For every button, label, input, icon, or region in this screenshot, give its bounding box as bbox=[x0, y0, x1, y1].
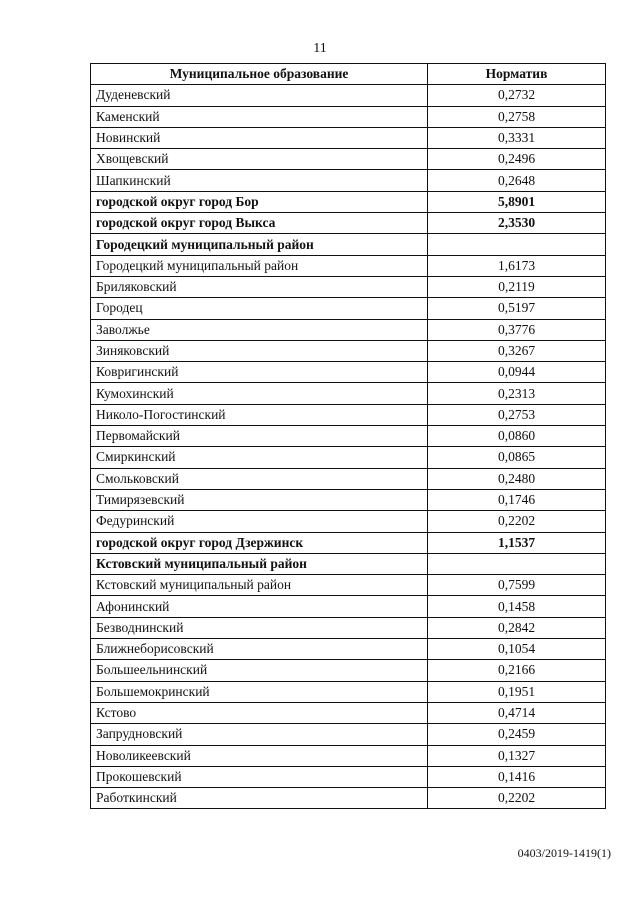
table-row bbox=[91, 149, 606, 170]
standard-value-cell: 0,5197 bbox=[428, 298, 606, 319]
standard-value-cell bbox=[428, 234, 606, 255]
municipality-name-cell: Новинский bbox=[91, 127, 428, 148]
standard-value-cell: 0,1746 bbox=[428, 489, 606, 510]
table-header-row bbox=[91, 64, 606, 85]
table-row bbox=[91, 255, 606, 276]
municipality-name-cell: Большеельнинский bbox=[91, 660, 428, 681]
standard-value-cell: 1,1537 bbox=[428, 532, 606, 553]
table-row bbox=[91, 426, 606, 447]
standard-value-cell: 0,2313 bbox=[428, 383, 606, 404]
table-row bbox=[91, 319, 606, 340]
table-row bbox=[91, 298, 606, 319]
table-row bbox=[91, 702, 606, 723]
standard-value-cell: 0,2166 bbox=[428, 660, 606, 681]
standard-value-cell: 0,0865 bbox=[428, 447, 606, 468]
standard-value-cell: 0,1416 bbox=[428, 766, 606, 787]
municipality-name-cell: Кстово bbox=[91, 702, 428, 723]
standard-value-cell: 0,2459 bbox=[428, 724, 606, 745]
standards-table bbox=[90, 63, 606, 809]
standard-value-cell: 0,1458 bbox=[428, 596, 606, 617]
municipality-name-cell: Смиркинский bbox=[91, 447, 428, 468]
table-row bbox=[91, 724, 606, 745]
table-row bbox=[91, 511, 606, 532]
standard-value-cell: 0,0944 bbox=[428, 362, 606, 383]
table-row bbox=[91, 213, 606, 234]
table-row bbox=[91, 404, 606, 425]
table-row bbox=[91, 489, 606, 510]
table-row bbox=[91, 127, 606, 148]
standard-value-cell: 0,0860 bbox=[428, 426, 606, 447]
municipality-name-cell: Ковригинский bbox=[91, 362, 428, 383]
municipality-name-cell: Дуденевский bbox=[91, 85, 428, 106]
standard-value-cell: 0,1951 bbox=[428, 681, 606, 702]
municipality-name-cell: Городецкий муниципальный район bbox=[91, 255, 428, 276]
table-row bbox=[91, 553, 606, 574]
standard-value-cell: 0,2753 bbox=[428, 404, 606, 425]
table-row bbox=[91, 340, 606, 361]
table-row bbox=[91, 234, 606, 255]
table-row bbox=[91, 681, 606, 702]
table-row bbox=[91, 106, 606, 127]
municipality-name-cell: Большемокринский bbox=[91, 681, 428, 702]
municipality-name-cell: Первомайский bbox=[91, 426, 428, 447]
municipality-name-cell: Николо-Погостинский bbox=[91, 404, 428, 425]
standards-table-container bbox=[90, 63, 605, 809]
standard-value-cell: 0,2119 bbox=[428, 276, 606, 297]
table-row bbox=[91, 617, 606, 638]
municipality-name-cell: городской округ город Выкса bbox=[91, 213, 428, 234]
standard-value-cell: 0,4714 bbox=[428, 702, 606, 723]
municipality-name-cell: Городецкий муниципальный район bbox=[91, 234, 428, 255]
municipality-name-cell: Федуринский bbox=[91, 511, 428, 532]
municipality-name-cell: Безводнинский bbox=[91, 617, 428, 638]
municipality-name-cell: Запрудновский bbox=[91, 724, 428, 745]
municipality-name-cell: городской округ город Бор bbox=[91, 191, 428, 212]
table-row bbox=[91, 532, 606, 553]
table-row bbox=[91, 575, 606, 596]
municipality-name-cell: Кстовский муниципальный район bbox=[91, 553, 428, 574]
page-number: 11 bbox=[313, 41, 327, 56]
municipality-name-cell: Афонинский bbox=[91, 596, 428, 617]
document-code: 0403/2019-1419(1) bbox=[517, 846, 611, 860]
table-row bbox=[91, 191, 606, 212]
standard-value-cell: 0,3267 bbox=[428, 340, 606, 361]
column-header-standard: Норматив bbox=[428, 64, 606, 85]
municipality-name-cell: Прокошевский bbox=[91, 766, 428, 787]
table-row bbox=[91, 766, 606, 787]
standard-value-cell: 0,1054 bbox=[428, 639, 606, 660]
standard-value-cell: 1,6173 bbox=[428, 255, 606, 276]
standard-value-cell: 0,2480 bbox=[428, 468, 606, 489]
table-row bbox=[91, 639, 606, 660]
table-body bbox=[91, 85, 606, 809]
table-row bbox=[91, 660, 606, 681]
standard-value-cell: 0,2842 bbox=[428, 617, 606, 638]
standard-value-cell: 0,2758 bbox=[428, 106, 606, 127]
municipality-name-cell: Новоликеевский bbox=[91, 745, 428, 766]
table-row bbox=[91, 596, 606, 617]
municipality-name-cell: Кстовский муниципальный район bbox=[91, 575, 428, 596]
standard-value-cell bbox=[428, 553, 606, 574]
standard-value-cell: 0,3331 bbox=[428, 127, 606, 148]
standard-value-cell: 0,2648 bbox=[428, 170, 606, 191]
municipality-name-cell: Зиняковский bbox=[91, 340, 428, 361]
table-row bbox=[91, 788, 606, 809]
municipality-name-cell: Бриляковский bbox=[91, 276, 428, 297]
column-header-municipality: Муниципальное образование bbox=[91, 64, 428, 85]
municipality-name-cell: Каменский bbox=[91, 106, 428, 127]
standard-value-cell: 0,1327 bbox=[428, 745, 606, 766]
standard-value-cell: 2,3530 bbox=[428, 213, 606, 234]
standard-value-cell: 0,2202 bbox=[428, 788, 606, 809]
table-row bbox=[91, 447, 606, 468]
municipality-name-cell: Тимирязевский bbox=[91, 489, 428, 510]
municipality-name-cell: Смольковский bbox=[91, 468, 428, 489]
standard-value-cell: 0,3776 bbox=[428, 319, 606, 340]
municipality-name-cell: Шапкинский bbox=[91, 170, 428, 191]
standard-value-cell: 5,8901 bbox=[428, 191, 606, 212]
municipality-name-cell: Заволжье bbox=[91, 319, 428, 340]
standard-value-cell: 0,2732 bbox=[428, 85, 606, 106]
standard-value-cell: 0,7599 bbox=[428, 575, 606, 596]
municipality-name-cell: Городец bbox=[91, 298, 428, 319]
table-row bbox=[91, 362, 606, 383]
municipality-name-cell: городской округ город Дзержинск bbox=[91, 532, 428, 553]
table-row bbox=[91, 468, 606, 489]
standard-value-cell: 0,2202 bbox=[428, 511, 606, 532]
municipality-name-cell: Работкинский bbox=[91, 788, 428, 809]
table-row bbox=[91, 170, 606, 191]
table-row bbox=[91, 276, 606, 297]
table-row bbox=[91, 745, 606, 766]
standard-value-cell: 0,2496 bbox=[428, 149, 606, 170]
municipality-name-cell: Ближнеборисовский bbox=[91, 639, 428, 660]
municipality-name-cell: Кумохинский bbox=[91, 383, 428, 404]
table-row bbox=[91, 383, 606, 404]
table-row bbox=[91, 85, 606, 106]
municipality-name-cell: Хвощевский bbox=[91, 149, 428, 170]
